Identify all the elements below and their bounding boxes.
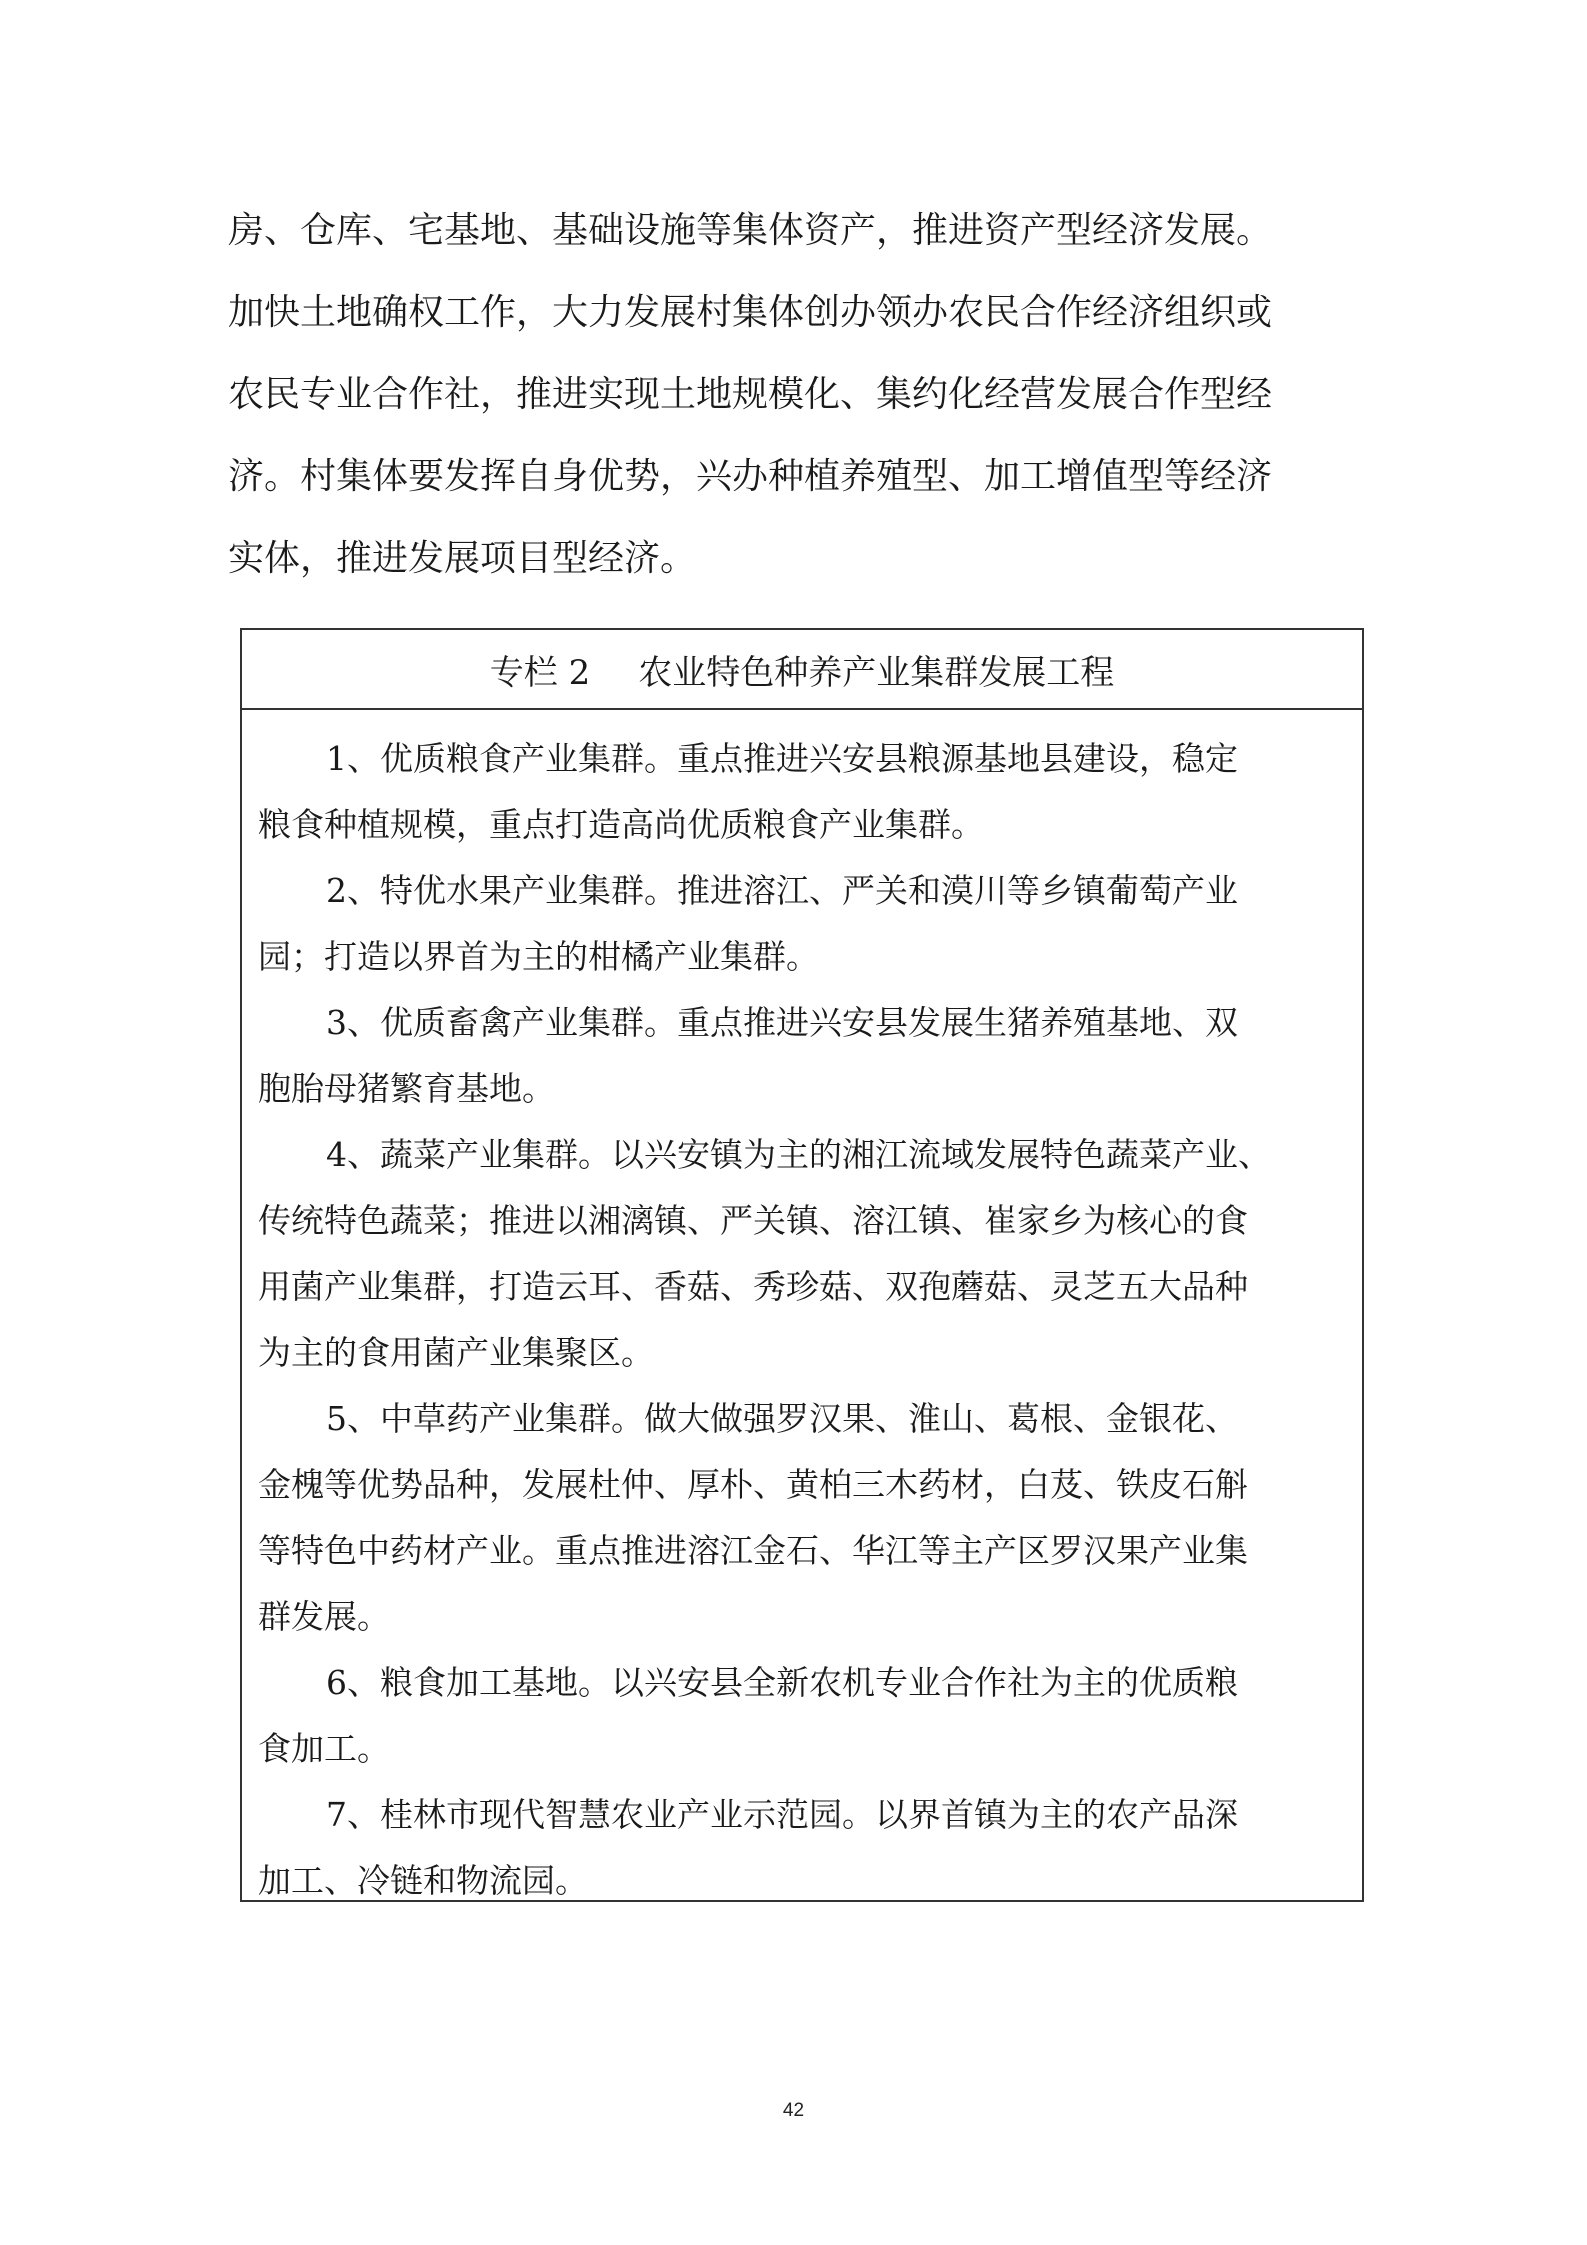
- paragraph-line: 济。村集体要发挥自身优势，兴办种植养殖型、加工增值型等经济: [228, 456, 1273, 497]
- feature-box-title: 农业特色种养产业集群发展工程: [638, 652, 1115, 693]
- box-line: 用菌产业集群，打造云耳、香菇、秀珍菇、双孢蘑菇、灵芝五大品种: [258, 1267, 1248, 1306]
- box-line: 粮食种植规模，重点打造高尚优质粮食产业集群。: [258, 805, 984, 844]
- box-line: 胞胎母猪繁育基地。: [258, 1069, 555, 1108]
- paragraph-line: 房、仓库、宅基地、基础设施等集体资产，推进资产型经济发展。: [228, 210, 1273, 251]
- feature-box-number: 专栏 2: [489, 652, 591, 693]
- box-line: 加工、冷链和物流园。: [258, 1861, 588, 1900]
- feature-box: [240, 628, 1364, 1902]
- box-line: 3、优质畜禽产业集群。重点推进兴安县发展生猪养殖基地、双: [326, 1003, 1238, 1042]
- paragraph-line: 农民专业合作社，推进实现土地规模化、集约化经营发展合作型经: [228, 374, 1273, 415]
- box-line: 6、粮食加工基地。以兴安县全新农机专业合作社为主的优质粮: [326, 1663, 1238, 1702]
- feature-box-header: [242, 630, 1362, 710]
- box-line: 传统特色蔬菜；推进以湘漓镇、严关镇、溶江镇、崔家乡为核心的食: [258, 1201, 1248, 1240]
- box-line: 等特色中药材产业。重点推进溶江金石、华江等主产区罗汉果产业集: [258, 1531, 1248, 1570]
- feature-box-body: [242, 710, 1362, 1914]
- page-number: 42: [782, 2100, 805, 2121]
- box-line: 群发展。: [258, 1597, 390, 1636]
- box-line: 食加工。: [258, 1729, 390, 1768]
- box-line: 金槐等优势品种，发展杜仲、厚朴、黄柏三木药材，白芨、铁皮石斛: [258, 1465, 1248, 1504]
- box-line: 园；打造以界首为主的柑橘产业集群。: [258, 937, 819, 976]
- box-line: 5、中草药产业集群。做大做强罗汉果、淮山、葛根、金银花、: [326, 1399, 1238, 1438]
- body-paragraph: [228, 190, 1388, 600]
- box-line: 1、优质粮食产业集群。重点推进兴安县粮源基地县建设，稳定: [326, 739, 1238, 778]
- paragraph-line: 加快土地确权工作，大力发展村集体创办领办农民合作经济组织或: [228, 292, 1273, 333]
- paragraph-line: 实体，推进发展项目型经济。: [228, 538, 697, 579]
- box-line: 2、特优水果产业集群。推进溶江、严关和漠川等乡镇葡萄产业: [326, 871, 1238, 910]
- box-line: 4、蔬菜产业集群。以兴安镇为主的湘江流域发展特色蔬菜产业、: [326, 1135, 1271, 1174]
- box-line: 为主的食用菌产业集聚区。: [258, 1333, 654, 1372]
- box-line: 7、桂林市现代智慧农业产业示范园。以界首镇为主的农产品深: [326, 1795, 1238, 1834]
